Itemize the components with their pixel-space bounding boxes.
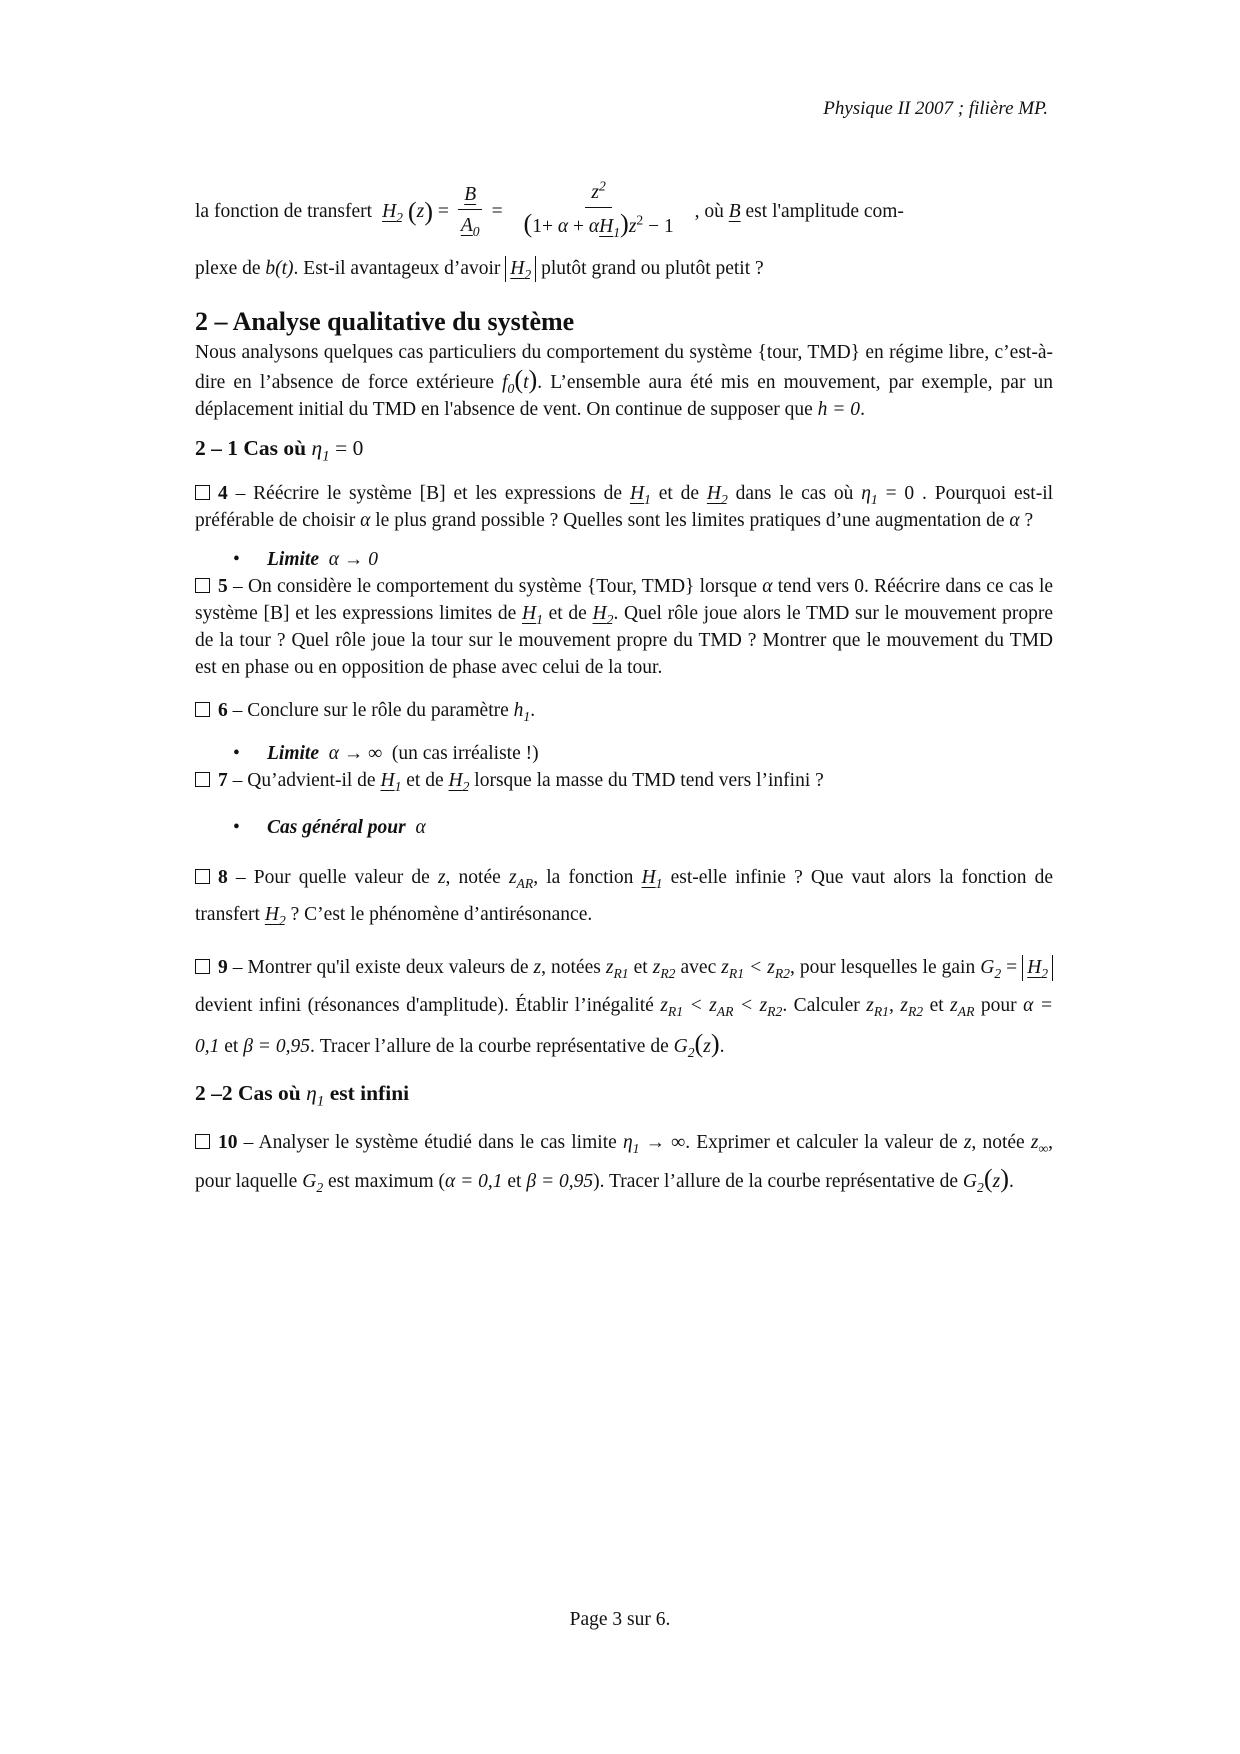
q9-d: avec [680, 957, 717, 978]
checkbox-icon [195, 485, 210, 500]
checkbox-icon [195, 959, 210, 974]
q9-i: pour [980, 995, 1017, 1016]
q9-m: . Tracer l’allure de la courbe représentative de [309, 1036, 669, 1057]
q9-n: . [719, 1036, 725, 1057]
bullet-3-expr: α [415, 817, 426, 838]
question-4: 4 – Réécrire le système [B] et les expressions de $H_1$ et de $H_2$ dans le cas où $\eta_1 = 0$ . Pourquoi est-il préférable de choisir α le plus grand possible ? Quelles sont les limites pratiques d’une augmentation de α ? [195, 483, 1054, 531]
q9-number: 9 [218, 957, 228, 978]
question-8: 8 – Pour quelle valeur de z, notée $z_{AR}$, la fonction $H_1$ est-elle infinie ? Que vaut alors la fonction de transfert $H_2$ ? C’est le phénomène d’antirésonance. [195, 867, 1054, 928]
intro-text-2: est l'amplitude com- [745, 200, 904, 222]
q4-g: ? [1024, 510, 1034, 531]
q5-a: – On considère le comportement du système {Tour, TMD} lorsque [232, 576, 758, 597]
section-intro-a: Nous analysons quelques cas particuliers du comportement du système {tour, TMD} en régime libre, c’est-à-dire en l’absence de force extérieure [195, 342, 1053, 393]
q10-a: – Analyser le système étudié dans le cas limite [243, 1132, 617, 1153]
q4-e: Pourquoi est-il préférable de choisir [195, 483, 1054, 531]
checkbox-icon [195, 1134, 210, 1149]
content [195, 175, 1053, 1200]
intro-line-2 [195, 255, 1053, 282]
running-header: Physique II 2007 ; filière MP. [823, 98, 1048, 119]
h-zero: h = 0 [817, 399, 861, 420]
q4-c: dans le cas où [735, 483, 854, 504]
question-5: 5 – On considère le comportement du système {Tour, TMD} lorsque α tend vers 0. Réécrire dans ce cas le système [B] et les expressions limites de $H_1$ et de $H_2$. Quel rôle joue alors le TMD sur le mouvement propre de la tour ? Quel rôle joue la tour sur le mouvement propre du TMD ? Montrer que le mouvement du TMD est en phase ou en opposition de phase avec celui de la tour. [195, 576, 1054, 678]
eta1-symbol: $\eta_1$ [311, 436, 330, 465]
bullet-general: • Cas général pour α [233, 817, 426, 838]
bullet-limit-inf: • Limite α → ∞ (un cas irréaliste !) [233, 743, 539, 764]
q9-beta: β = 0,95 [243, 1036, 310, 1057]
q10-d: , pour laquelle [195, 1132, 1054, 1192]
question-7: 7 – Qu’advient-il de $H_1$ et de $H_2$ lorsque la masse du TMD tend vers l’infini ? [195, 767, 1053, 794]
h2-formula: $H_2$ ( z ) = $\frac{B}{A_0}$ = $\frac{z^2}{(1+ \alpha + \alpha H_1)z^2 - 1}$ [382, 178, 674, 240]
q9-g: . Calculer [782, 995, 860, 1016]
q7-a: – Qu’advient-il de [232, 770, 376, 791]
q10-number: 10 [218, 1132, 238, 1153]
q4-a: – Réécrire le système [B] et les expressions de [235, 483, 623, 504]
bullet-limit-0: • Limite α → 0 [233, 549, 378, 570]
q8-c: , la fonction [533, 867, 634, 888]
q8-d: est-elle infinie ? Que vaut alors la fonction de transfert [195, 867, 1054, 925]
q5-d: . Quel rôle joue alors le TMD sur le mouvement propre de la tour ? Quel rôle joue la tour sur le mouvement propre du TMD ? Montrer que le mouvement du TMD est en phase ou en opposition de phase avec celui de la tour. [195, 603, 1054, 678]
f0t-symbol: $f_0(t)$ [502, 365, 538, 396]
q4-b: et de [658, 483, 700, 504]
q9-alpha: α = 0,1 [195, 995, 1054, 1057]
section-title: 2 – Analyse qualitative du système [195, 307, 575, 336]
q6-a: – Conclure sur le rôle du paramètre [232, 700, 509, 721]
q7-b: et de [406, 770, 444, 791]
bullet-2-expr: α → ∞ [328, 743, 383, 764]
q9-k: et [224, 1036, 239, 1057]
abs-h2: $H_2$ [505, 256, 536, 282]
q5-b: tend vers 0. Réécrire dans ce cas le système [B] et les expressions limites de [195, 576, 1054, 624]
subsection-2-1-b: = 0 [335, 436, 364, 460]
section-intro [195, 339, 1053, 423]
section-intro-b: . L’ensemble aura été mis en mouvement, par exemple, par un déplacement initial du TMD en l'absence de vent. On continue de supposer que [195, 372, 1053, 420]
q10-i: ). Tracer l’allure de la courbe représentative de [593, 1171, 959, 1192]
intro-text-4: . Est-il avantageux d’avoir [293, 258, 501, 279]
question-6: 6 – Conclure sur le rôle du paramètre $h_1$. [195, 697, 1053, 724]
question-9: 9 – Montrer qu'il existe deux valeurs de z, notées $z_{R1}$ et $z_{R2}$ avec $z_{R1} < z_{R2}$, pour lesquelles le gain $G_2 = H_2$ devient infini (résonances d'amplitude). Établir l’inégalité $z_{R1} < z_{AR} < z_{R2}$. Calculer $z_{R1}$, $z_{R2}$ et $z_{AR}$ pour α = 0,1 et β = 0,95. Tracer l’allure de la courbe représentative de $G_2(z)$. [195, 957, 1054, 1060]
q10-g: et [507, 1171, 522, 1192]
q9-a: – Montrer qu'il existe deux valeurs de [232, 957, 529, 978]
q10-c: , notée [971, 1132, 1025, 1153]
q8-number: 8 [218, 867, 228, 888]
bullet-1-expr: α → 0 [328, 549, 378, 570]
q5-number: 5 [218, 576, 228, 597]
q9-h: et [929, 995, 944, 1016]
q10-b: . Exprimer et calculer la valeur de [685, 1132, 958, 1153]
q9-b: , notées [541, 957, 601, 978]
amplitude-symbol: B [728, 200, 741, 222]
checkbox-icon [195, 578, 210, 593]
subsection-2-2-b: est infini [329, 1081, 410, 1105]
bullet-2-label: Limite [267, 743, 319, 764]
q9-e: , pour lesquelles le gain [789, 957, 976, 978]
checkbox-icon [195, 869, 210, 884]
intro-where: , où [694, 200, 724, 222]
eta1-symbol: $\eta_1$ [306, 1081, 325, 1110]
q4-d: = 0 . [885, 483, 927, 504]
intro-text-5: plutôt grand ou plutôt petit ? [541, 258, 764, 279]
q4-f: le plus grand possible ? Quelles sont les limites pratiques d’une augmentation de [375, 510, 1005, 531]
intro-line-1 [195, 175, 1053, 247]
subsection-2-1-a: 2 – 1 Cas où [195, 436, 307, 460]
q8-e: ? C’est le phénomène d’antirésonance. [290, 904, 593, 925]
q9-f: devient infini (résonances d'amplitude). Établir l’inégalité [195, 995, 654, 1016]
intro-text-3: plexe de [195, 258, 261, 279]
q10-beta: β = 0,95 [526, 1171, 594, 1192]
bullet-2-note: (un cas irréaliste !) [391, 743, 539, 764]
bt-symbol: b(t) [265, 258, 294, 279]
checkbox-icon [195, 772, 210, 787]
q10-e: est maximum ( [328, 1171, 445, 1192]
q10-alpha: α = 0,1 [445, 1171, 503, 1192]
q7-c: lorsque la masse du TMD tend vers l’infini ? [474, 770, 824, 791]
q5-c: et de [548, 603, 587, 624]
subsection-2-1 [195, 435, 1053, 465]
q6-number: 6 [218, 700, 228, 721]
intro-text-1: la fonction de transfert [195, 200, 373, 222]
subsection-2-2 [195, 1080, 1053, 1110]
bullet-3-label: Cas général pour [267, 817, 406, 838]
q8-a: – Pour quelle valeur de [235, 867, 430, 888]
subsection-2-2-a: 2 –2 Cas où [195, 1081, 301, 1105]
section-intro-d: . [860, 399, 865, 420]
q9-c: et [633, 957, 648, 978]
q8-b: , notée [445, 867, 501, 888]
q4-number: 4 [218, 483, 228, 504]
page-number: Page 3 sur 6. [569, 1609, 671, 1630]
bullet-1-label: Limite [267, 549, 319, 570]
q7-number: 7 [218, 770, 228, 791]
q10-j: . [1008, 1171, 1014, 1192]
question-10: 10 – Analyser le système étudié dans le cas limite $\eta_1$ → ∞. Exprimer et calculer la valeur de z, notée $z_\infty$, pour laquelle $G_2$ est maximum (α = 0,1 et β = 0,95). Tracer l’allure de la courbe représentative de $G_2(z)$. [195, 1132, 1054, 1195]
checkbox-icon [195, 702, 210, 717]
q6-b: . [530, 700, 536, 721]
